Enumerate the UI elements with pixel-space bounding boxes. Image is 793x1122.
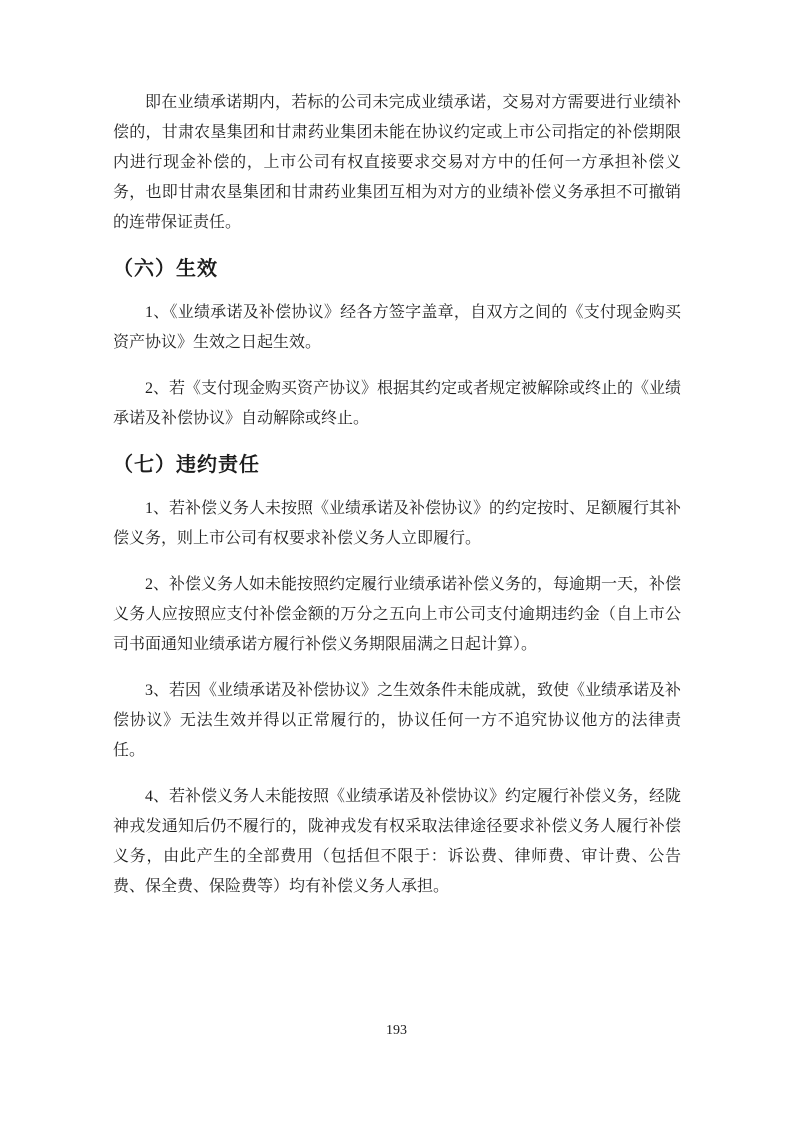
intro-paragraph: 即在业绩承诺期内，若标的公司未完成业绩承诺，交易对方需要进行业绩补偿的，甘肃农垦集团和甘肃药业集团未能在协议约定或上市公司指定的补偿期限内进行现金补偿的，上市公司有权直接要求交易对方中的任何一方承担补偿义务，也即甘肃农垦集团和甘肃药业集团互相为对方的业绩补偿义务承担不可撤销的连带保证责任。: [113, 94, 681, 231]
effectiveness-paragraph-1: 1、《业绩承诺及补偿协议》经各方签字盖章，自双方之间的《支付现金购买资产协议》生效之日起生效。: [113, 304, 681, 351]
page-content: [113, 88, 681, 918]
breach-liability-paragraph-2: 2、补偿义务人如未能按照约定履行业绩承诺补偿义务的，每逾期一天，补偿义务人应按照应支付补偿金额的万分之五向上市公司支付逾期违约金（自上市公司书面通知业绩承诺方履行补偿义务期限届满之日起计算）。: [113, 576, 682, 653]
page-number: 193: [386, 1023, 407, 1038]
breach-liability-paragraph-1: 1、若补偿义务人未按照《业绩承诺及补偿协议》的约定按时、足额履行其补偿义务，则上市公司有权要求补偿义务人立即履行。: [113, 500, 682, 547]
section-heading-breach-liability: （七）违约责任: [113, 454, 260, 476]
section-heading-effectiveness: （六）生效: [113, 258, 218, 280]
effectiveness-paragraph-2: 2、若《支付现金购买资产协议》根据其约定或者规定被解除或终止的《业绩承诺及补偿协议》自动解除或终止。: [113, 380, 682, 427]
breach-liability-paragraph-4: 4、若补偿义务人未能按照《业绩承诺及补偿协议》约定履行补偿义务，经陇神戎发通知后仍不履行的，陇神戎发有权采取法律途径要求补偿义务人履行补偿义务，由此产生的全部费用（包括但不限于：诉讼费、律师费、审计费、公告费、保全费、保险费等）均有补偿义务人承担。: [113, 788, 682, 895]
breach-liability-paragraph-3: 3、若因《业绩承诺及补偿协议》之生效条件未能成就，致使《业绩承诺及补偿协议》无法生效并得以正常履行的，协议任何一方不追究协议他方的法律责任。: [113, 682, 682, 759]
